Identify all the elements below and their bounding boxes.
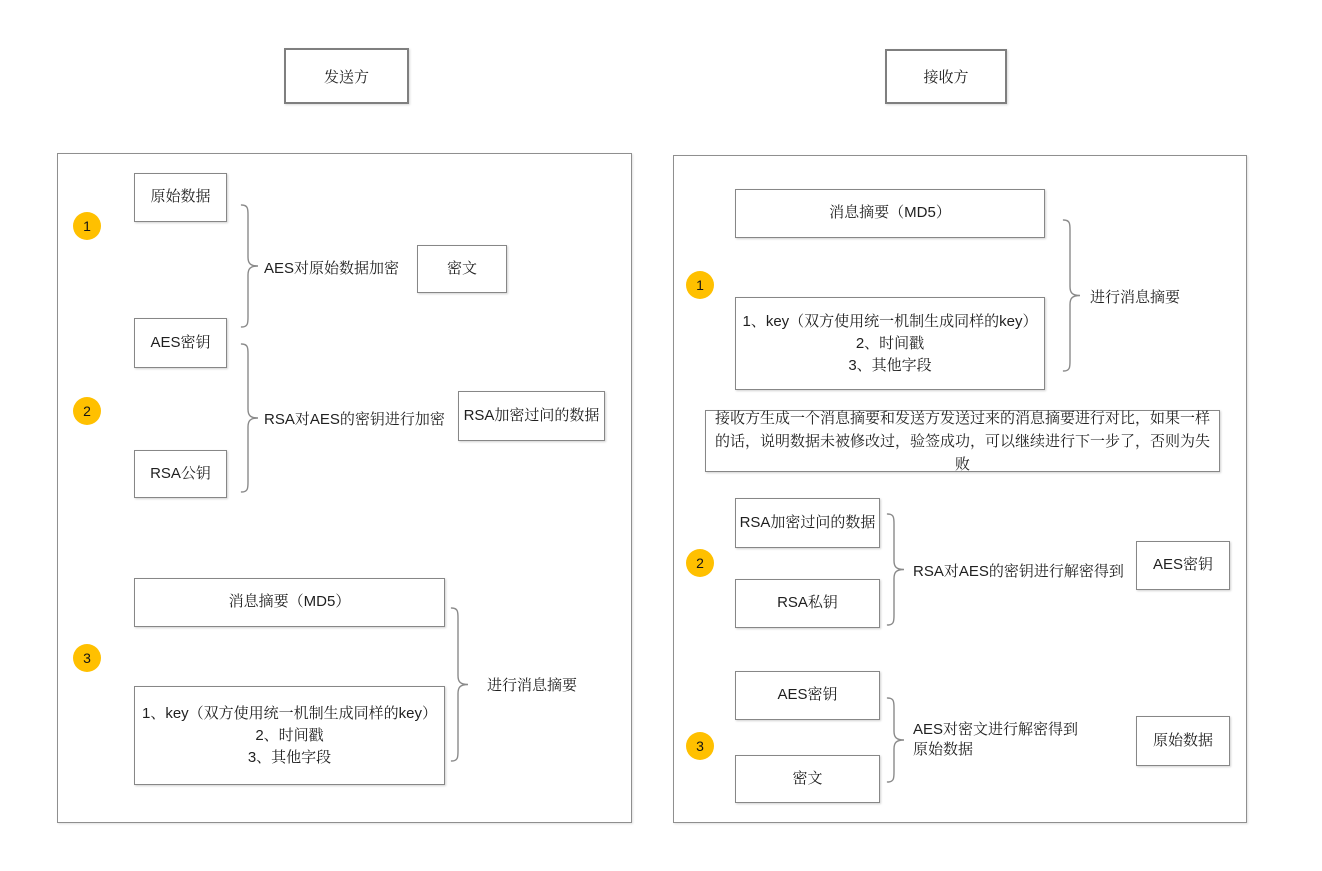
sender-digest-box: [134, 578, 445, 627]
sender-aes-key-label: AES密钥: [150, 333, 211, 351]
receiver-aes-decrypt-label: AES对密文进行解密得到原始数据: [913, 721, 1079, 758]
receiver-rsa-encrypted-data-label: RSA加密过问的数据: [739, 513, 876, 531]
receiver-rsa-encrypted-data-box: [735, 498, 880, 548]
sender-digest-field-2: 2、时间戳: [255, 726, 324, 744]
sender-digest-fields-box: [134, 686, 445, 785]
sender-rsa-encrypt-label: RSA对AES的密钥进行加密: [264, 410, 445, 428]
receiver-rsa-brace: [886, 513, 906, 631]
sender-digest-field-1: 1、key（双方使用统一机制生成同样的key）: [141, 704, 438, 722]
receiver-aes-key-result-box: [1136, 541, 1230, 590]
receiver-rsa-private-key-box: [735, 579, 880, 628]
receiver-ciphertext-box: [735, 755, 880, 803]
receiver-original-data-result-box: [1136, 716, 1230, 766]
receiver-ciphertext-label: 密文: [792, 769, 823, 787]
receiver-digest-field-1: 1、key（双方使用统一机制生成同样的key）: [742, 312, 1038, 330]
receiver-compare-note-box: [705, 410, 1220, 472]
receiver-aes-key-label: AES密钥: [777, 686, 838, 704]
receiver-digest-field-2: 2、时间戳: [855, 334, 925, 352]
sender-step1-badge: [73, 212, 101, 240]
receiver-digest-box: [735, 189, 1045, 238]
sender-title-box: [284, 48, 409, 104]
receiver-aes-brace: [886, 697, 906, 788]
sender-title-label: 发送方: [323, 68, 369, 86]
sender-original-data-label: 原始数据: [150, 188, 211, 206]
sender-digest-field-3: 3、其他字段: [247, 748, 332, 766]
receiver-aes-key-box: [735, 671, 880, 720]
sender-rsa-public-key-label: RSA公钥: [150, 464, 211, 482]
receiver-step1-badge: [686, 271, 714, 299]
sender-ciphertext-box: [417, 245, 507, 293]
receiver-step2-badge: [686, 549, 714, 577]
receiver-make-digest-label: 进行消息摘要: [1090, 288, 1181, 306]
receiver-compare-note-text: 接收方生成一个消息摘要和发送方发送过来的消息摘要进行对比，如果一样的话，说明数据未被修改过，验签成功，可以继续进行下一步了，否则为失败: [714, 409, 1210, 473]
sender-step1-number: 1: [83, 218, 91, 234]
sender-step2-badge: [73, 397, 101, 425]
sender-digest-brace: [450, 607, 470, 767]
sender-rsa-brace: [240, 343, 260, 498]
receiver-title-box: [885, 49, 1007, 104]
sender-step3-badge: [73, 644, 101, 672]
sender-ciphertext-label: 密文: [446, 259, 477, 277]
receiver-original-data-result-label: 原始数据: [1152, 731, 1213, 749]
sender-rsa-encrypted-data-label: RSA加密过问的数据: [463, 406, 600, 424]
sender-step2-number: 2: [83, 403, 91, 419]
sender-make-digest-label: 进行消息摘要: [487, 676, 578, 694]
sender-original-data-box: [134, 173, 227, 222]
receiver-title-label: 接收方: [923, 69, 969, 86]
sender-rsa-encrypted-data-box: [458, 391, 605, 441]
receiver-digest-brace: [1062, 219, 1082, 377]
receiver-step2-number: 2: [696, 555, 704, 571]
receiver-digest-field-3: 3、其他字段: [848, 356, 932, 374]
receiver-digest-label: 消息摘要（MD5）: [829, 204, 951, 222]
receiver-aes-key-result-label: AES密钥: [1152, 556, 1213, 574]
sender-step3-number: 3: [83, 650, 91, 666]
receiver-step1-number: 1: [696, 277, 704, 293]
receiver-step3-badge: [686, 732, 714, 760]
sender-aes-key-box: [134, 318, 227, 368]
receiver-digest-fields-box: [735, 297, 1045, 390]
sender-rsa-public-key-box: [134, 450, 227, 498]
receiver-rsa-private-key-label: RSA私钥: [777, 594, 838, 612]
sender-digest-label: 消息摘要（MD5）: [228, 593, 351, 611]
sender-aes-brace: [240, 204, 260, 333]
receiver-rsa-decrypt-label: RSA对AES的密钥进行解密得到: [913, 562, 1124, 580]
receiver-step3-number: 3: [696, 738, 704, 754]
sender-aes-encrypt-label: AES对原始数据加密: [264, 259, 400, 277]
